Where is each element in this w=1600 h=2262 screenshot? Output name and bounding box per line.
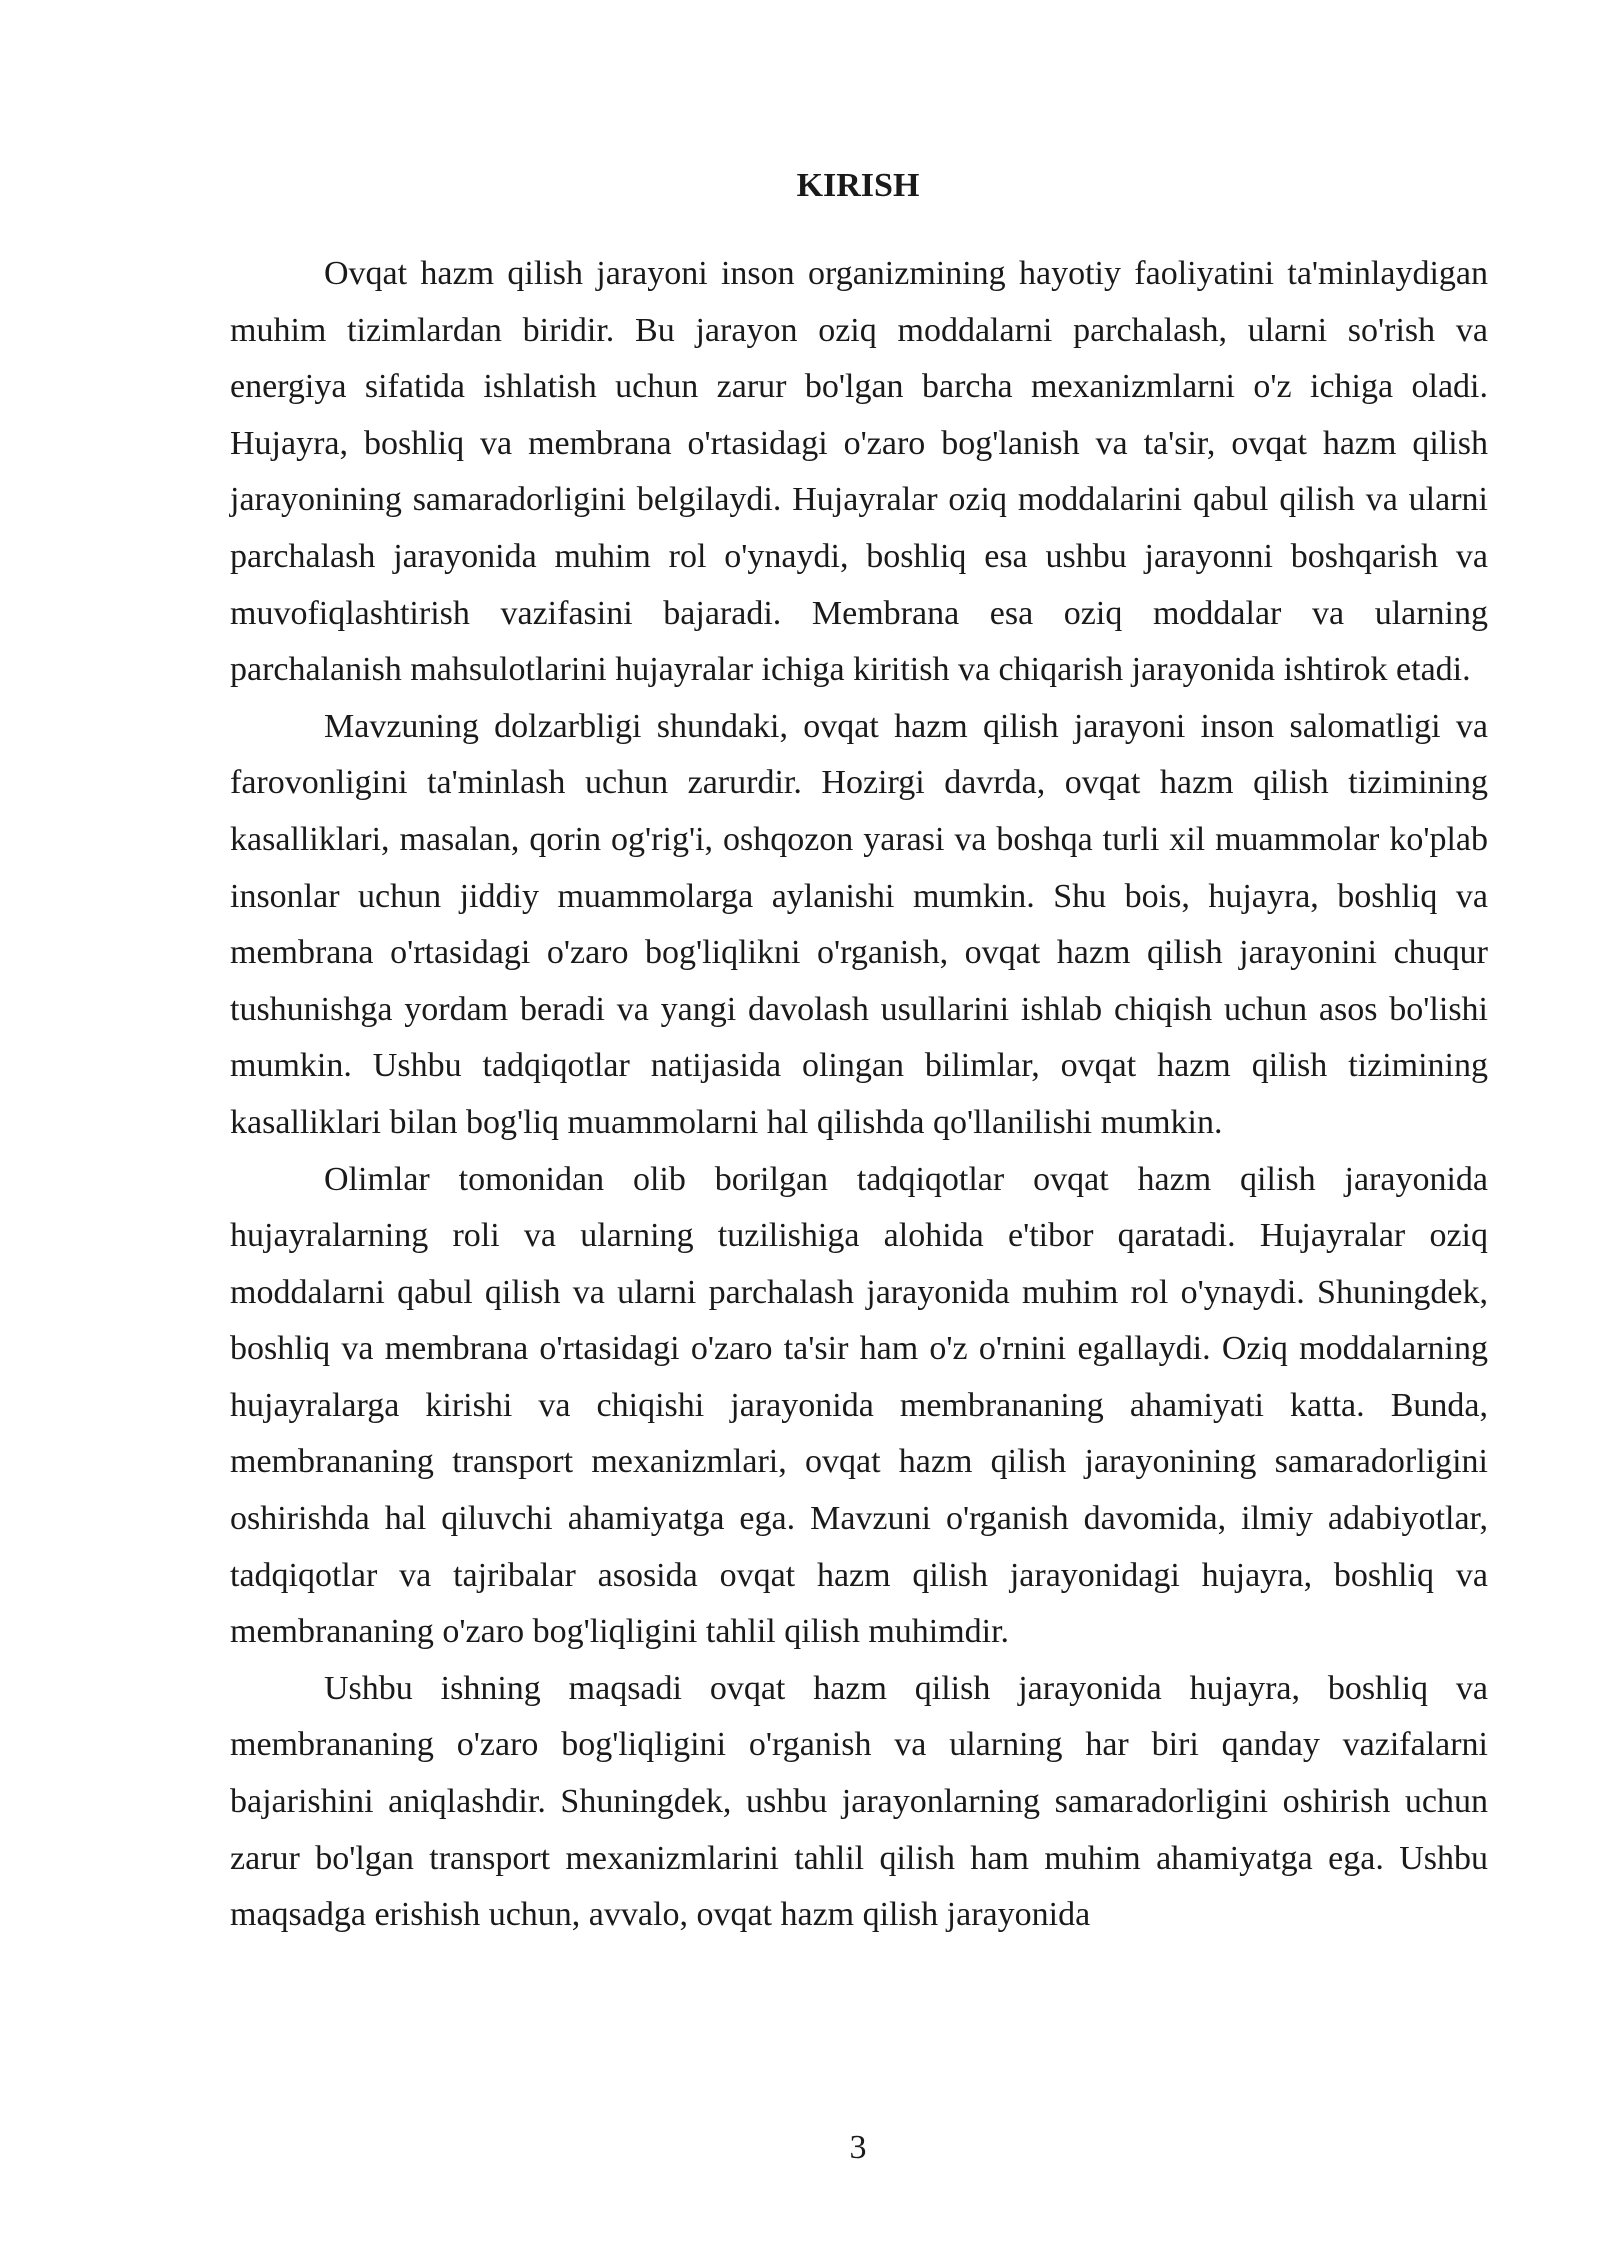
paragraph-research: Olimlar tomonidan olib borilgan tadqiqotlar ovqat hazm qilish jarayonida hujayralarning roli va ularning tuzilishiga alohida e'tibor qaratadi. Hujayralar oziq moddalarni qabul qilish va ularni parchalash jarayonida muhim rol o'ynaydi. Shuningdek, boshliq va membrana o'rtasidagi o'zaro ta'sir ham o'z o'rnini egallaydi. Oziq moddalarning hujayralarga kirishi va chiqishi jarayonida membrananing ahamiyati katta. Bunda, membrananing transport mexanizmlari, ovqat hazm qilish jarayonining samaradorligini oshirishda hal qiluvchi ahamiyatga ega. Mavzuni o'rganish davomida, ilmiy adabiyotlar, tadqiqotlar va tajribalar asosida ovqat hazm qilish jarayonidagi hujayra, boshliq va membrananing o'zaro bog'liqligini tahlil qilish muhimdir.: [230, 1160, 1488, 1651]
page-number: 3: [849, 2129, 867, 2166]
paragraph-intro: Ovqat hazm qilish jarayoni inson organizmining hayotiy faoliyatini ta'minlaydigan muhim tizimlardan biridir. Bu jarayon oziq moddalarni parchalash, ularni so'rish va energiya sifatida ishlatish uchun zarur bo'lgan barcha mexanizmlarni o'z ichiga oladi. Hujayra, boshliq va membrana o'rtasidagi o'zaro bog'lanish va ta'sir, ovqat hazm qilish jarayonining samaradorligini belgilaydi. Hujayralar oziq moddalarini qabul qilish va ularni parchalash jarayonida muhim rol o'ynaydi, boshliq esa ushbu jarayonni boshqarish va muvofiqlashtirish vazifasini bajaradi. Membrana esa oziq moddalar va ularning parchalanish mahsulotlarini hujayralar ichiga kiritish va chiqarish jarayonida ishtirok etadi.: [230, 255, 1488, 689]
body-text: [230, 246, 1488, 1944]
paragraph-goal: Ushbu ishning maqsadi ovqat hazm qilish jarayonida hujayra, boshliq va membrananing o'zaro bog'liqligini o'rganish va ularning har biri qanday vazifalarni bajarishini aniqlashdir. Shuningdek, ushbu jarayonlarning samaradorligini oshirish uchun zarur bo'lgan transport mexanizmlarini tahlil qilish ham muhim ahamiyatga ega. Ushbu maqsadga erishish uchun, avvalo, ovqat hazm qilish jarayonida: [230, 1669, 1488, 1934]
paragraph-relevance: Mavzuning dolzarbligi shundaki, ovqat hazm qilish jarayoni inson salomatligi va farovonligini ta'minlash uchun zarurdir. Hozirgi davrda, ovqat hazm qilish tizimining kasalliklari, masalan, qorin og'rig'i, oshqozon yarasi va boshqa turli xil muammolar ko'plab insonlar uchun jiddiy muammolarga aylanishi mumkin. Shu bois, hujayra, boshliq va membrana o'rtasidagi o'zaro bog'liqlikni o'rganish, ovqat hazm qilish jarayonini chuqur tushunishga yordam beradi va yangi davolash usullarini ishlab chiqish uchun asos bo'lishi mumkin. Ushbu tadqiqotlar natijasida olingan bilimlar, ovqat hazm qilish tizimining kasalliklari bilan bog'liq muammolarni hal qilishda qo'llanilishi mumkin.: [230, 707, 1488, 1141]
section-title: KIRISH: [796, 167, 920, 204]
